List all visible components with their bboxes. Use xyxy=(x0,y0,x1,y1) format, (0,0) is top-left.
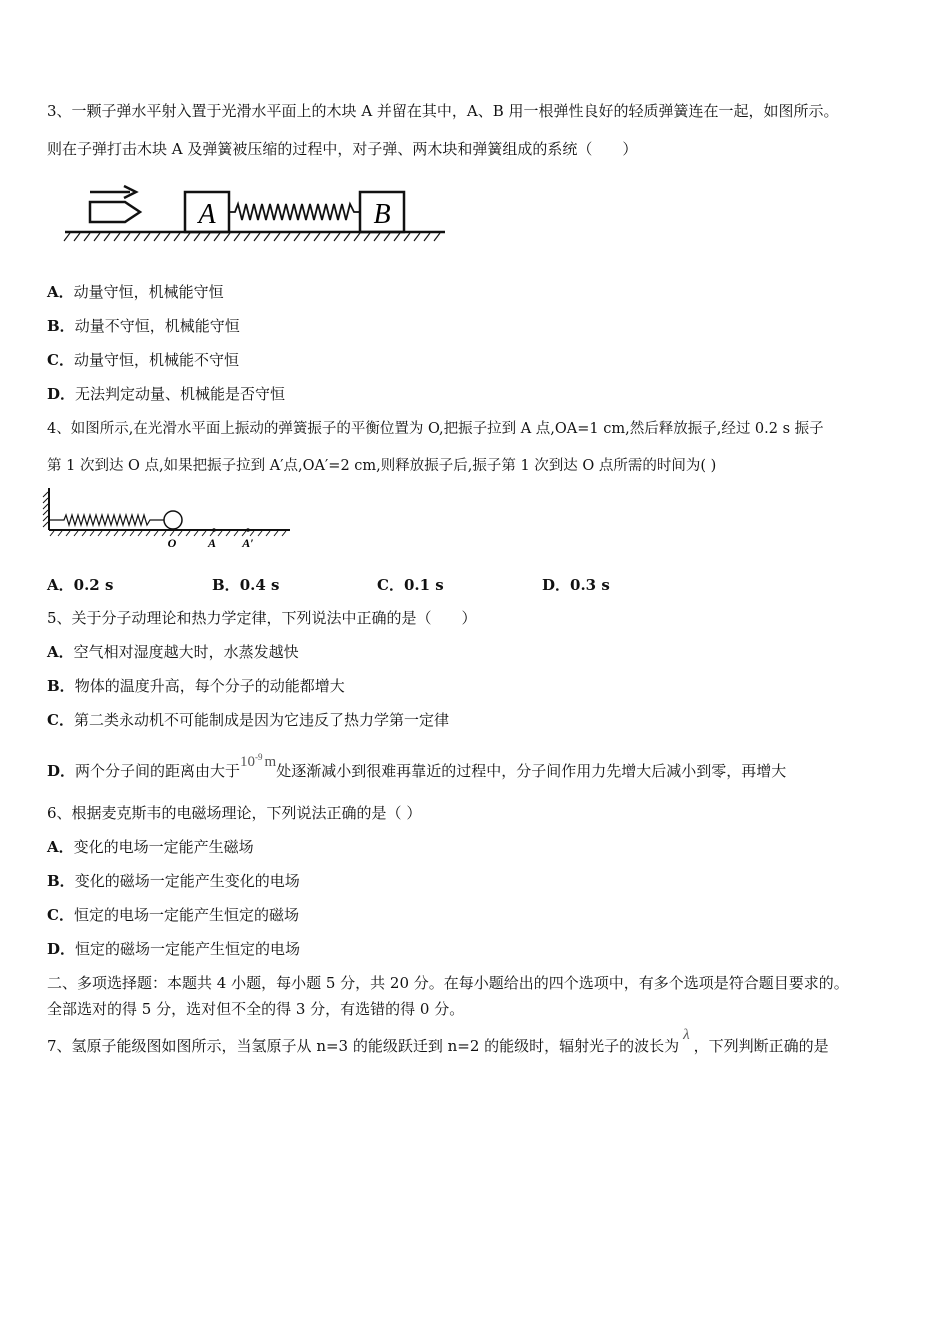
q4-option-c: C．0.1 s xyxy=(377,576,444,594)
section2-heading-line2: 全部选对的得 5 分，选对但不全的得 3 分，有选错的得 0 分。 xyxy=(47,1000,465,1018)
q6-option-d: D．恒定的磁场一定能产生恒定的电场 xyxy=(47,940,301,958)
q4-option-d: D．0.3 s xyxy=(542,576,610,594)
q3-stem-line2: 则在子弹打击木块 A 及弹簧被压缩的过程中，对子弹、两木块和弹簧组成的系统（ ） xyxy=(47,140,638,158)
section2-heading-line1: 二、多项选择题：本题共 4 小题，每小题 5 分，共 20 分。在每小题给出的四个选项中，有多个选项是符合题目要求的。 xyxy=(47,974,849,992)
q3-option-c: C．动量守恒，机械能不守恒 xyxy=(47,351,239,369)
q4-option-a: A．0.2 s xyxy=(47,576,114,594)
formula-10-9-m: $10^{-9}$ m xyxy=(240,752,277,770)
q3-option-d: D．无法判定动量、机械能是否守恒 xyxy=(47,385,286,403)
q6-option-a: A．变化的电场一定能产生磁场 xyxy=(47,838,254,856)
lambda-symbol: λ xyxy=(683,1027,690,1043)
q5-option-b: B．物体的温度升高，每个分子的动能都增大 xyxy=(47,677,345,695)
q3-option-b: B．动量不守恒，机械能守恒 xyxy=(47,317,240,335)
spring xyxy=(229,204,360,220)
oscillator-spring xyxy=(49,515,164,525)
oscillator-ball xyxy=(164,511,182,529)
block-b-label: B xyxy=(373,199,391,230)
q3-figure xyxy=(60,180,450,250)
block-a-label: A xyxy=(198,199,216,230)
q5-stem: 5、关于分子动理论和热力学定律，下列说法中正确的是（ ） xyxy=(47,609,477,627)
q6-option-b: B．变化的磁场一定能产生变化的电场 xyxy=(47,872,300,890)
bullet xyxy=(90,202,140,222)
q3-stem-line1: 3、一颗子弹水平射入置于光滑水平面上的木块 A 并留在其中，A、B 用一根弹性良好的轻质弹簧连在一起，如图所示。 xyxy=(47,102,839,120)
q4-option-b: B．0.4 s xyxy=(212,576,280,594)
q6-option-c: C．恒定的电场一定能产生恒定的磁场 xyxy=(47,906,299,924)
label-a-prime: A′ xyxy=(242,536,254,550)
q5-option-c: C．第二类永动机不可能制成是因为它违反了热力学第一定律 xyxy=(47,711,449,729)
q3-option-a: A．动量守恒，机械能守恒 xyxy=(47,283,224,301)
label-a: A xyxy=(207,536,217,550)
q4-stem-line1: 4、如图所示,在光滑水平面上振动的弹簧振子的平衡位置为 O,把振子拉到 A 点,OA=1 cm,然后释放振子,经过 0.2 s 振子 xyxy=(47,421,824,437)
q4-figure xyxy=(42,486,297,552)
label-o: O xyxy=(167,536,177,550)
q4-stem-line2: 第 1 次到达 O 点,如果把振子拉到 A′点,OA′=2 cm,则释放振子后,振子第 1 次到达 O 点所需的时间为( ) xyxy=(47,458,717,474)
q5-option-d: D．两个分子间的距离由大于$10^{-9}$ m处逐渐减小到很难再靠近的过程中，分子间作用力先增大后减小到零，再增大 xyxy=(47,752,787,780)
q6-stem: 6、根据麦克斯韦的电磁场理论，下列说法正确的是（ ） xyxy=(47,804,422,822)
q7-stem: 7、氢原子能级图如图所示，当氢原子从 n=3 的能级跃迁到 n=2 的能级时，辐射光子的波长为λ，下列判断正确的是 xyxy=(47,1027,829,1055)
q5-option-a: A．空气相对湿度越大时，水蒸发越快 xyxy=(47,643,299,661)
